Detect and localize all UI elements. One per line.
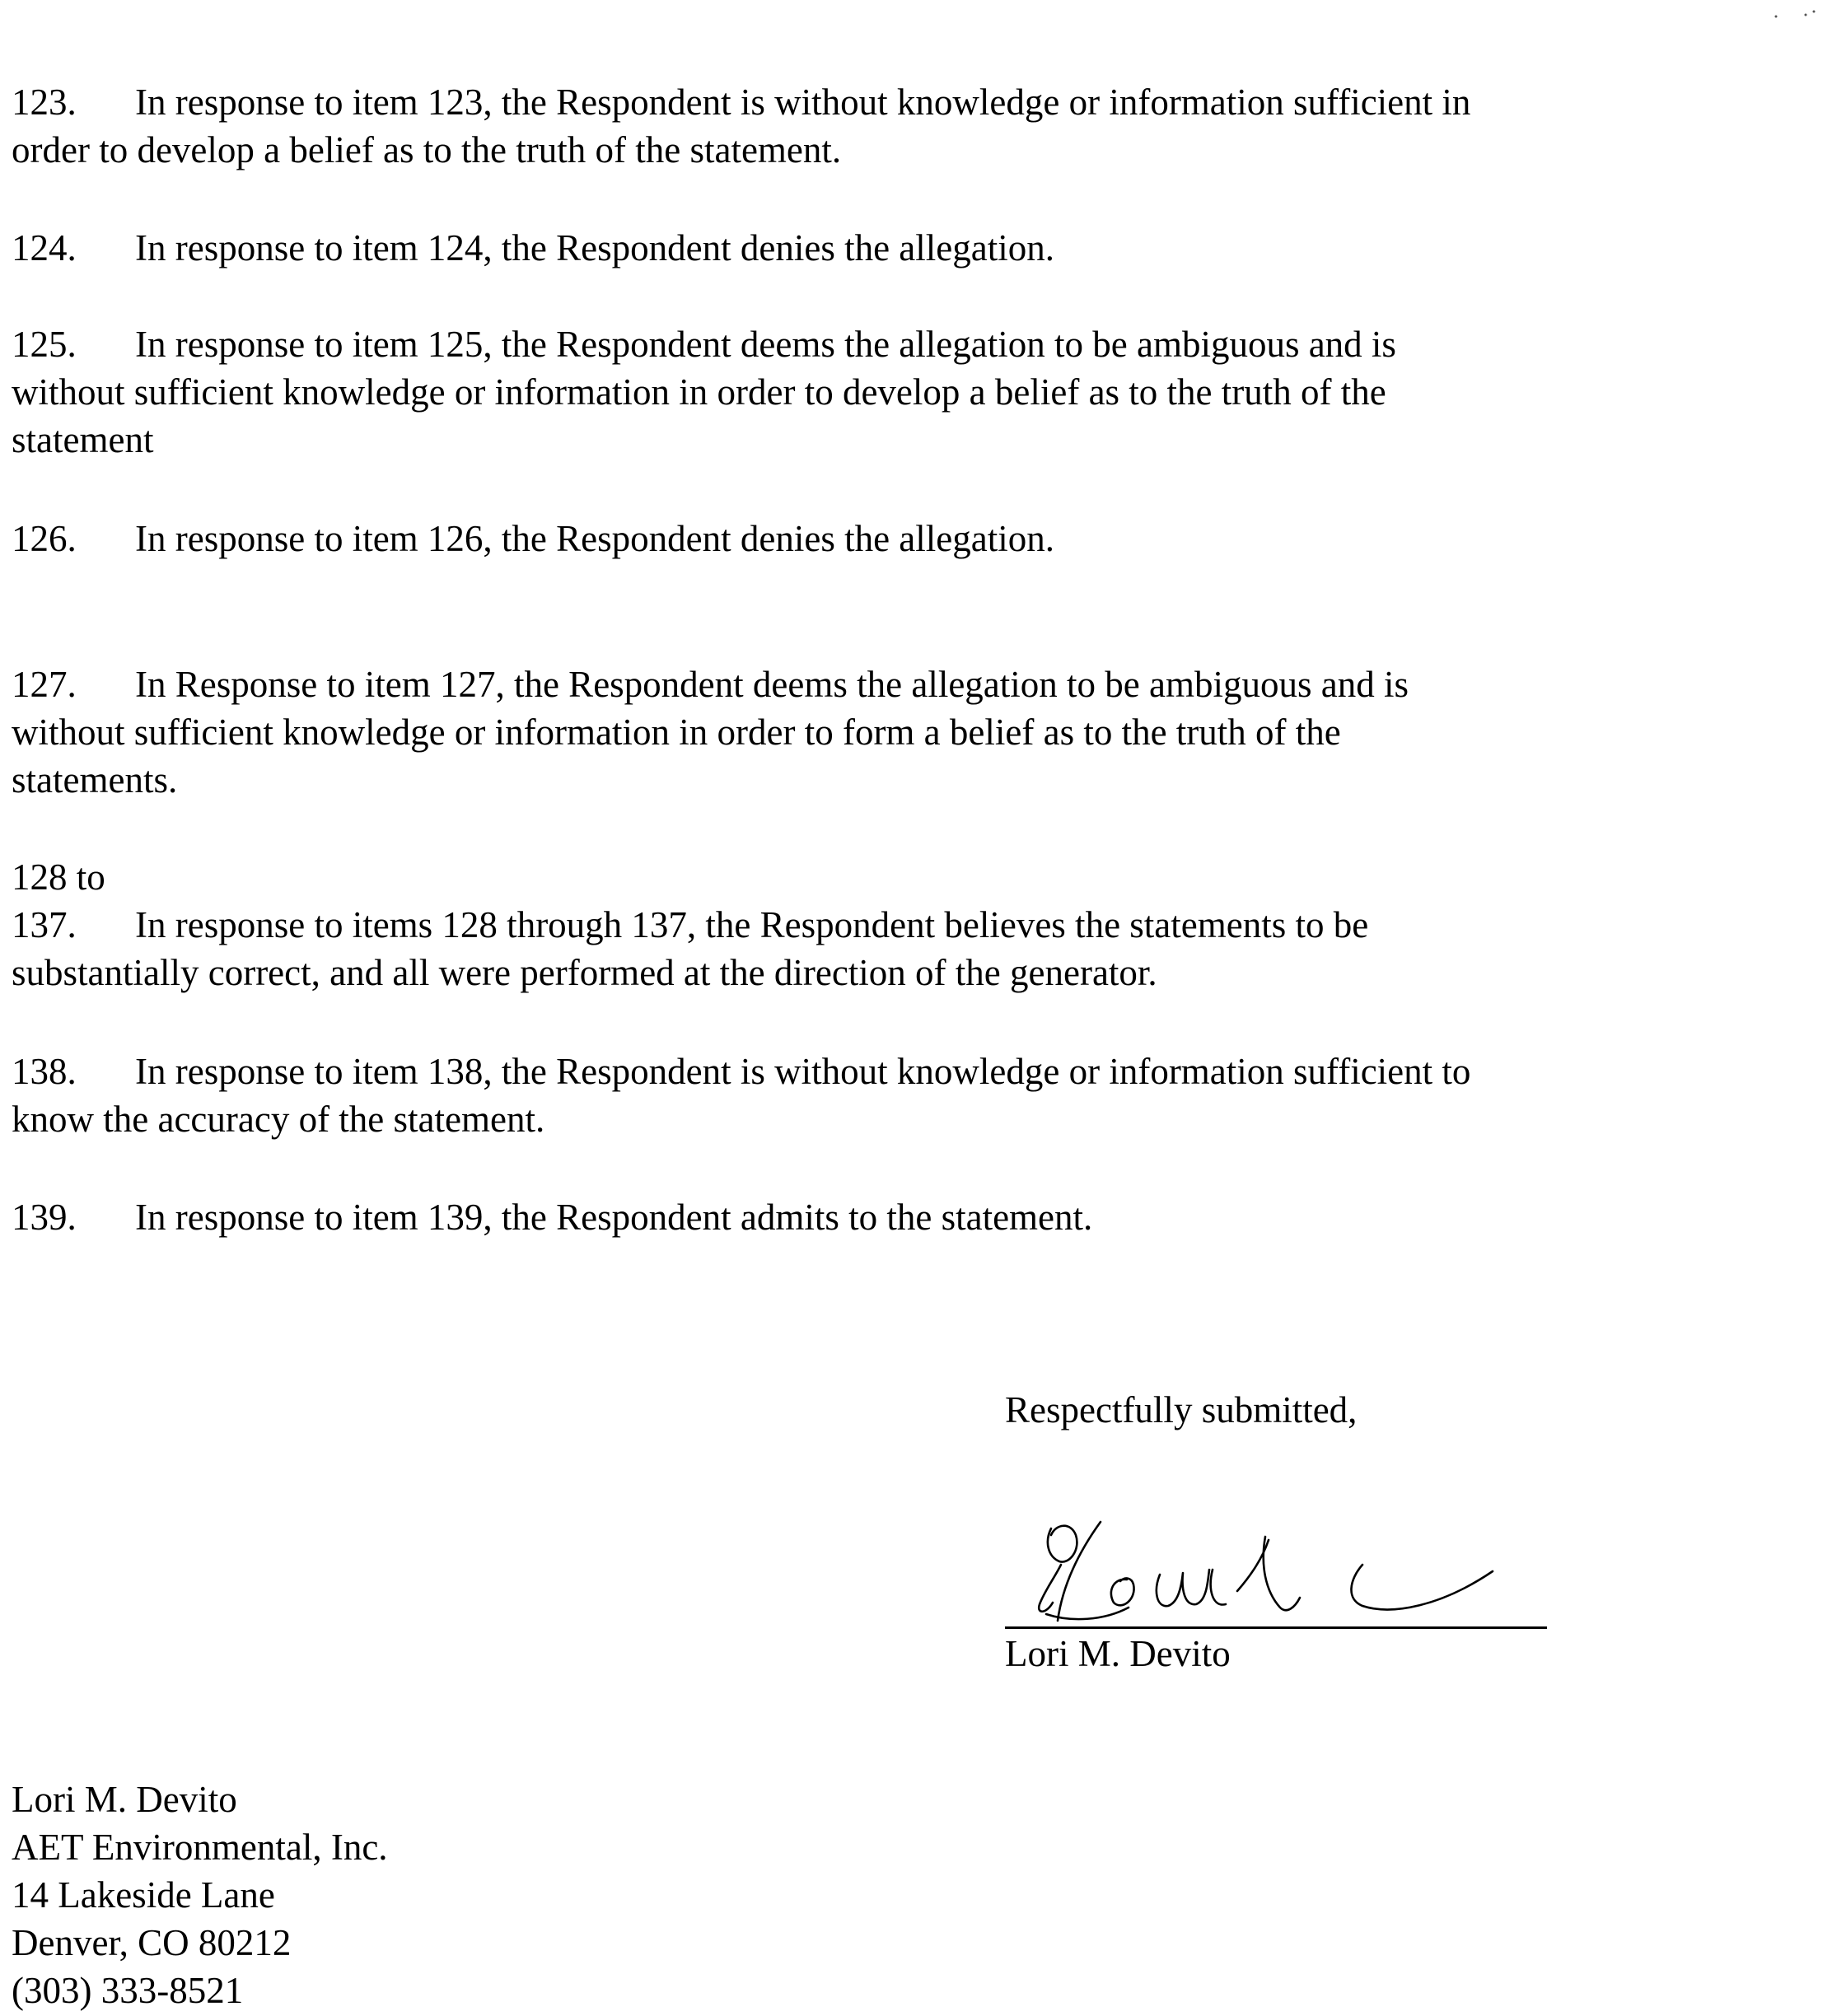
paragraph-text: In response to item 123, the Respondent is without knowledge or information sufficient in (135, 82, 1471, 123)
address-company: AET Environmental, Inc. (12, 1827, 388, 1868)
item-number: 124. (12, 227, 77, 268)
paragraph-139 (12, 1193, 1659, 1241)
address-street: 14 Lakeside Lane (12, 1874, 275, 1916)
address-name: Lori M. Devito (12, 1779, 237, 1820)
handwritten-signature (1021, 1499, 1532, 1631)
paragraph-text: statements. (12, 759, 178, 800)
item-number: 126. (12, 518, 77, 559)
paragraph-text: without sufficient knowledge or information in order to form a belief as to the truth of the (12, 712, 1341, 753)
paragraph-127 (12, 660, 1659, 804)
item-number-range-start: 128 to (12, 856, 105, 898)
paragraph-text: know the accuracy of the statement. (12, 1099, 545, 1140)
paragraph-124 (12, 224, 1659, 272)
address-city: Denver, CO 80212 (12, 1922, 292, 1963)
closing-salutation: Respectfully submitted, (1005, 1389, 1358, 1430)
paragraph-126 (12, 515, 1659, 562)
item-number: 138. (12, 1051, 77, 1092)
item-number: 125. (12, 324, 77, 365)
paragraph-text: In response to item 124, the Respondent denies the allegation. (135, 227, 1054, 268)
item-number: 127. (12, 664, 77, 705)
paragraph-text: In response to items 128 through 137, the Respondent believes the statements to be (135, 904, 1369, 945)
signature-line (1005, 1626, 1547, 1629)
paragraph-123 (12, 78, 1659, 174)
scan-specks (1771, 7, 1820, 23)
item-number: 139. (12, 1197, 77, 1238)
paragraph-text: In response to item 138, the Respondent is without knowledge or information sufficient to (135, 1051, 1471, 1092)
paragraph-text: without sufficient knowledge or information in order to develop a belief as to the truth of the (12, 371, 1386, 413)
paragraph-text: In Response to item 127, the Respondent deems the allegation to be ambiguous and is (135, 664, 1409, 705)
paragraph-text: order to develop a belief as to the truth of the statement. (12, 129, 842, 170)
paragraph-text: In response to item 125, the Respondent deems the allegation to be ambiguous and is (135, 324, 1396, 365)
signer-name: Lori M. Devito (1005, 1633, 1231, 1674)
paragraph-text: statement (12, 419, 154, 460)
paragraph-138 (12, 1048, 1659, 1143)
item-number: 123. (12, 82, 77, 123)
address-phone: (303) 333-8521 (12, 1970, 244, 2011)
paragraph-text: In response to item 139, the Respondent admits to the statement. (135, 1197, 1093, 1238)
item-number: 137. (12, 904, 77, 945)
paragraph-text: In response to item 126, the Respondent denies the allegation. (135, 518, 1054, 559)
paragraph-128-137 (12, 853, 1659, 996)
paragraph-text: substantially correct, and all were performed at the direction of the generator. (12, 952, 1157, 993)
paragraph-125 (12, 320, 1659, 464)
address-block (12, 1776, 388, 2014)
